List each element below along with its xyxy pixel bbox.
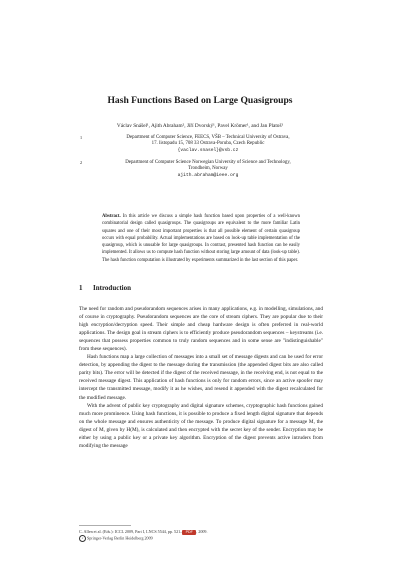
- section-title: Introduction: [93, 284, 131, 292]
- section-number: 1: [79, 284, 83, 292]
- section-body: [79, 305, 323, 450]
- affiliation-line: Trondheim, Norway: [188, 166, 228, 172]
- affiliation-number: 1: [80, 135, 83, 140]
- publisher-text: Springer-Verlag Berlin Heidelberg 2009: [87, 535, 153, 541]
- page-footer: [79, 529, 207, 542]
- paper-title: Hash Functions Based on Large Quasigroups: [107, 95, 293, 106]
- copyright-icon: c: [79, 535, 86, 542]
- paragraph: Hash functions map a large collection of messages into a small set of message digests and can be used for error detection, by appending the digest to the message during the transmission (the appended digest bits are also called parity bits). The error will be detected if the digest of the received message, in the receiving end, is not equal to the received message digest. This application of hash functions is only for random errors, since an active spoofer may intercept the transmitted message, modify it as he wishes, and resend it appended with the digest recalculated for the modified message.: [79, 354, 323, 401]
- pdf-icon[interactable]: PDF: [182, 530, 196, 535]
- citation-text: C. Allen et al. (Eds.): ICCL 2009, Part I, LNCS 5544, pp. 521–: [79, 529, 183, 534]
- section-heading: [79, 284, 131, 292]
- affiliation-email[interactable]: ajith.abraham@ieee.org: [177, 172, 239, 178]
- copyright-line: [79, 535, 207, 542]
- abstract-text: In this article we discuss a simple hash function based upon properties of a well-known combinatorial design called quasigroups. The quasigroups are equivalent to the more familiar Latin squares and one of their most important properties is that all possible element of certain quasigroup occurs with equal probability. Actual implementations are based on look-up table implementation of the quasigroup, which is unusable for large quasigroups. In contrast, presented hash function can be easily implemented. It allows us to compute hash function without storing large amount of data (look-up table). The hash function computation is illustrated by experiments summarized in the last section of this paper.: [102, 214, 301, 263]
- footer-rule: [79, 525, 323, 527]
- affiliation-number: 2: [80, 160, 83, 165]
- affiliation-email[interactable]: {vaclav.snasel}@vsb.cz: [177, 147, 239, 153]
- paragraph: With the advent of public key cryptography and digital signature schemes, cryptographic hash functions gained much more prominence. Using hash functions, it is possible to produce a fixed length digital signature that depends on the whole message and ensures authenticity of the message. To produce digital signature for a message M, the digest of M, given by H(M), is calculated and then encrypted with the secret key of the sender. Encryption may be either by using a public key or a private key algorithm. Encryption of the digest prevents active intruders from modifying the message: [79, 402, 323, 449]
- affiliation-line: Department of Computer Science, FEECS, VŠB – Technical University of Ostrava,: [126, 135, 290, 140]
- affiliation-1: [80, 135, 328, 154]
- author-list: Václav Snášel¹, Ajith Abraham², Jiří Dvorský¹, Pavel Krömer¹, and Jan Platoš¹: [116, 123, 284, 129]
- affiliation-line: Department of Computer Science Norwegian University of Science and Technology,: [125, 160, 291, 165]
- citation-year: , 2009.: [196, 529, 208, 534]
- abstract: [102, 213, 300, 264]
- abstract-label: Abstract.: [102, 214, 121, 219]
- affiliation-2: [80, 160, 328, 179]
- affiliation-line: 17. listopadu 15, 708 33 Ostrava-Poruba, Czech Republic: [151, 141, 265, 147]
- paragraph: The need for random and pseudorandom sequences arises in many applications, e.g. in modelling, simulations, and of course in cryptography. Pseudorandom sequences are the core of stream ciphers. They are popular due to their high encryption/decryption speed. Their simple and cheap hardware design is often preferred in real-world applications. The design goal in stream ciphers is to efficiently produce pseudorandom sequences – keystreams (i.e. sequences that possess properties common to truly random sequences and in some sense are "indistinguishable" from these sequences).: [79, 306, 323, 353]
